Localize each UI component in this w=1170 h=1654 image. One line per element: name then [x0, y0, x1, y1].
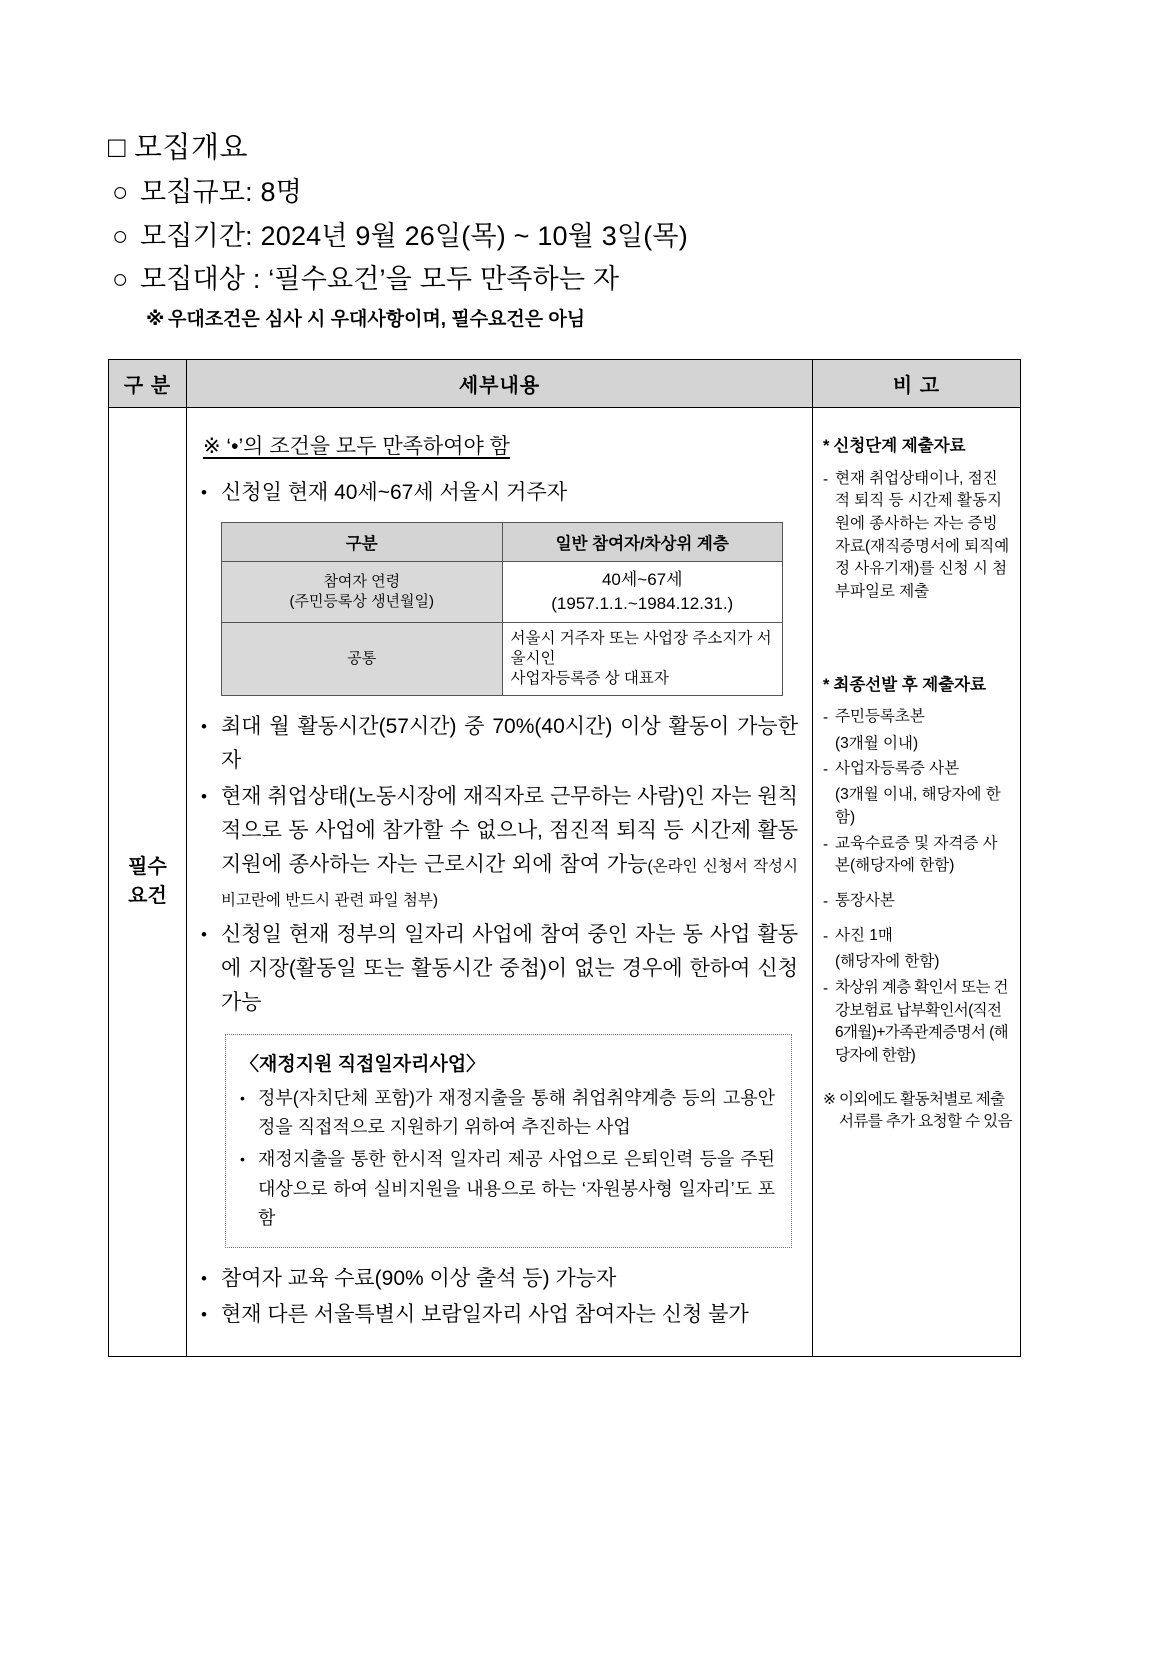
age-table-row-common — [222, 622, 783, 695]
overview-item-target — [108, 258, 1068, 302]
column-header-detail: 세부내용 — [187, 360, 813, 408]
bigo-document-item — [823, 833, 1012, 878]
overview-footnote-text: 우대조건은 심사 시 우대사항이며, 필수요건은 아님 — [168, 309, 586, 331]
dot-bullet-icon: • — [240, 1090, 245, 1107]
age-table-value-age — [502, 562, 783, 623]
dot-bullet-icon: • — [240, 1151, 245, 1168]
row-label-essential-requirements — [109, 408, 187, 1357]
reference-mark-icon: ※ — [823, 1090, 836, 1108]
bigo-document-item — [823, 925, 1012, 948]
overview-item-scale — [108, 171, 1068, 215]
age-table-value-common-line2: 사업자등록증 상 대표자 — [510, 669, 669, 687]
column-header-gubun: 구 분 — [109, 360, 187, 408]
detail-bullet-training-completion — [201, 1262, 798, 1296]
column-header-bigo: 비 고 — [813, 360, 1021, 408]
detail-bullet-employment-status-text — [221, 780, 798, 916]
dash-bullet-icon: - — [823, 980, 828, 997]
direct-job-program-definition-box — [225, 1034, 792, 1248]
overview-item-scale-label: 모집규모: 8명 — [140, 176, 303, 207]
asterisk-icon: * — [823, 675, 830, 694]
page-title: 모집개요 — [134, 132, 249, 164]
bigo-spacer — [823, 1071, 1012, 1089]
circle-bullet-icon: ○ — [112, 264, 129, 295]
detail-bullet-training-completion-text: 참여자 교육 수료(90% 이상 출석 등) 가능자 — [221, 1266, 617, 1290]
detail-bullet-residency — [201, 476, 798, 510]
age-table-value-common-line1: 서울시 거주자 또는 사업장 주소지가 서울시인 — [510, 629, 772, 667]
age-table-value-age-line2: (1957.1.1.~1984.12.31.) — [551, 593, 734, 613]
detail-bullet-employment-status-paren: (온라인 신청서 작성시 비고란에 반드시 관련 파일 첨부) — [221, 858, 798, 910]
bigo-document-item-text: 교육수료증 및 자격증 사본(해당자에 한함) — [835, 834, 998, 875]
dot-bullet-icon: • — [201, 1268, 207, 1288]
bigo-document-item-text: 차상위 계층 확인서 또는 건강보험료 납부확인서(직전 6개월)+가족관계증명서 (해당자에 한함) — [835, 979, 1009, 1064]
bigo-document-item-sub: (3개월 이내, 해당자에 한함) — [835, 786, 1001, 826]
age-table-label-common: 공통 — [222, 622, 503, 695]
bigo-document-item — [823, 977, 1012, 1068]
bigo-section1-title-text: 신청단계 제출자료 — [833, 437, 966, 455]
bigo-section1-item-text: 현재 취업상태이나, 점진적 퇴직 등 시간제 활동지원에 종사하는 자는 증빙자료(재직증명서에 퇴직예정 사유기재)를 신청 시 첨부파일로 제출 — [835, 469, 1010, 600]
dot-bullet-icon: • — [201, 925, 207, 945]
age-table-label-age — [222, 562, 503, 623]
age-table-header-row — [222, 523, 783, 562]
bigo-document-item-sub: (해당자에 한함) — [835, 953, 940, 971]
row-label-line1: 필수 — [128, 855, 167, 878]
bigo-section2-title — [823, 673, 1012, 698]
detail-cell — [187, 408, 813, 1357]
square-bullet-icon: □ — [108, 132, 127, 164]
definition-box-title: 〈재정지원 직접일자리사업〉 — [240, 1054, 486, 1076]
overview-item-period — [108, 215, 1068, 259]
detail-bullet-activity-hours-text: 최대 월 활동시간(57시간) 중 70%(40시간) 이상 활동이 가능한 자 — [221, 715, 798, 773]
age-table-value-age-line1: 40세~67세 — [601, 570, 683, 590]
bigo-document-item — [823, 758, 1012, 781]
bigo-section1-item — [823, 468, 1012, 604]
bigo-spacer — [823, 881, 1012, 890]
overview-footnote — [108, 306, 1068, 335]
table-header-row — [109, 360, 1021, 408]
dot-bullet-icon: • — [201, 787, 207, 807]
section-title-row — [108, 126, 1068, 171]
overview-item-target-label: 모집대상 : ‘필수요건’을 모두 만족하는 자 — [140, 264, 620, 295]
asterisk-icon: * — [823, 437, 830, 455]
bigo-footnote — [823, 1089, 1012, 1134]
circle-bullet-icon: ○ — [112, 176, 129, 207]
detail-bullet-employment-status-main: 현재 취업상태(노동시장에 재직자로 근무하는 사람)인 자는 원칙적으로 동 사업에 참가할 수 없으나, 점진적 퇴직 등 시간제 활동지원에 종사하는 자는 근로시간 외에 참여 가능 — [221, 785, 798, 877]
detail-bullet-residency-text: 신청일 현재 40세~67세 서울시 거주자 — [221, 481, 568, 504]
bigo-section2-title-text: 최종선발 후 제출자료 — [833, 675, 987, 694]
bigo-document-item-text: 주민등록초본 — [835, 708, 925, 726]
detail-bullet-other-gov-program — [201, 918, 798, 1020]
bigo-section1-title — [823, 434, 1012, 459]
dot-bullet-icon: • — [201, 717, 207, 737]
definition-box-item — [240, 1145, 775, 1232]
must-satisfy-note: ※ ‘•’의 조건을 모두 만족하여야 함 — [203, 435, 510, 458]
bigo-document-item-text: 사진 1매 — [835, 927, 893, 945]
age-table-header-target: 일반 참여자/차상위 계층 — [502, 523, 783, 562]
bigo-cell — [813, 408, 1021, 1357]
bigo-spacer — [823, 607, 1012, 673]
definition-box-item-text: 정부(자치단체 포함)가 재정지출을 통해 취업취약계층 등의 고용안정을 직접적으로 지원하기 위하여 추진하는 사업 — [258, 1088, 775, 1138]
dot-bullet-icon: • — [201, 483, 207, 502]
detail-bullet-employment-status — [201, 780, 798, 916]
dash-bullet-icon: - — [823, 835, 829, 853]
requirements-table — [108, 359, 1021, 1357]
circle-bullet-icon: ○ — [112, 220, 129, 251]
age-table-header-gubun: 구분 — [222, 523, 503, 562]
detail-bullet-activity-hours — [201, 710, 798, 778]
age-table-label-age-line1: 참여자 연령 — [323, 572, 401, 590]
dash-bullet-icon: - — [823, 470, 829, 488]
bigo-spacer — [823, 916, 1012, 925]
reference-mark-icon: ※ — [146, 309, 165, 331]
bigo-footnote-text: 이외에도 활동처별로 제출서류를 추가 요청할 수 있음 — [839, 1090, 1012, 1131]
age-table-row-age — [222, 562, 783, 623]
table-row — [109, 408, 1021, 1357]
row-label-line2: 요건 — [128, 884, 167, 907]
age-table-label-age-line2: (주민등록상 생년월일) — [289, 592, 435, 610]
dot-bullet-icon: • — [201, 1304, 207, 1324]
recruitment-overview-heading — [108, 126, 1068, 335]
age-table-value-common — [502, 622, 783, 695]
dash-bullet-icon: - — [823, 892, 829, 910]
detail-bullet-duplicate-participation — [201, 1298, 798, 1332]
bigo-document-item — [823, 890, 1012, 913]
bigo-document-item-sub: (3개월 이내) — [835, 734, 919, 752]
dash-bullet-icon: - — [823, 928, 829, 946]
definition-box-item — [240, 1084, 775, 1142]
dash-bullet-icon: - — [823, 709, 829, 727]
dash-bullet-icon: - — [823, 761, 829, 779]
detail-bullet-other-gov-program-text: 신청일 현재 정부의 일자리 사업에 참여 중인 자는 동 사업 활동에 지장(활동일 또는 활동시간 중첩)이 없는 경우에 한하여 신청 가능 — [221, 923, 798, 1015]
bigo-document-item — [823, 706, 1012, 729]
definition-box-item-text: 재정지출을 통한 한시적 일자리 제공 사업으로 은퇴인력 등을 주된 대상으로 하여 실비지원을 내용으로 하는 ‘자원봉사형 일자리’도 포함 — [258, 1149, 775, 1228]
bigo-document-item-text: 사업자등록증 사본 — [835, 760, 960, 778]
age-criteria-table — [221, 522, 783, 696]
overview-item-period-label: 모집기간: 2024년 9월 26일(목) ~ 10월 3일(목) — [140, 220, 688, 251]
bigo-document-item-text: 통장사본 — [835, 891, 895, 909]
detail-bullet-duplicate-participation-text: 현재 다른 서울특별시 보람일자리 사업 참여자는 신청 불가 — [221, 1302, 749, 1326]
